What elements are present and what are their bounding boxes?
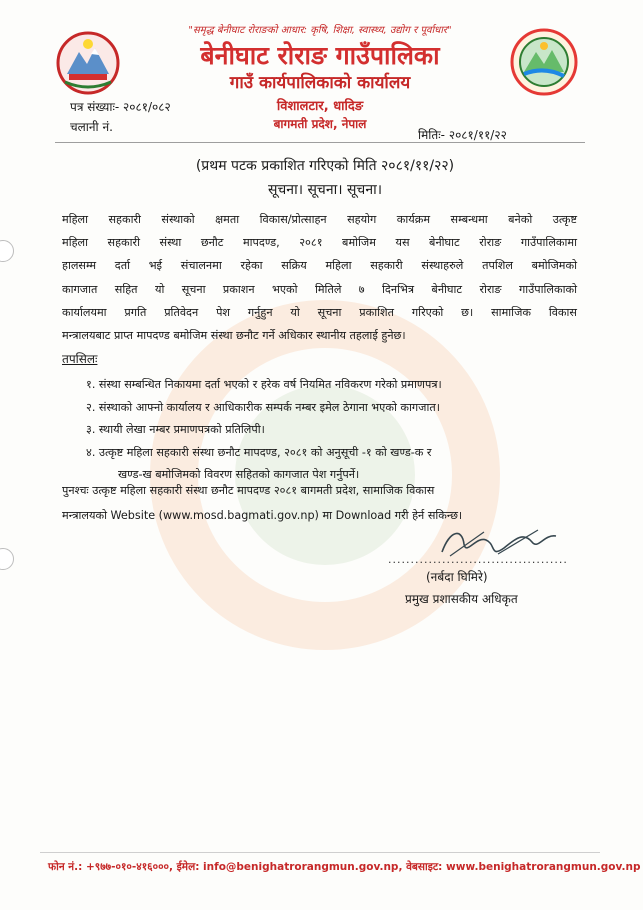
details-heading: तपसिलः (62, 352, 98, 366)
date-label: मितिः- (418, 128, 445, 142)
list-item: १. संस्था सम्बन्धित निकायमा दर्ता भएको र हरेक वर्ष नियमित नविकरण गरेको प्रमाणपत्र। (86, 378, 442, 391)
signatory-name: (नर्बदा घिमिरे) (426, 570, 488, 584)
signature-line: ........................................ (388, 553, 568, 566)
requirements-list (86, 374, 566, 487)
nepal-emblem-icon (55, 30, 121, 96)
binder-hole-bottom (0, 548, 14, 570)
binder-hole-top (0, 240, 14, 262)
reference-number (70, 98, 171, 115)
municipality-logo-icon (510, 28, 578, 96)
letterhead-motto: "समृद्ध बेनीघाट रोराङको आधार: कृषि, शिक्षा, स्वास्थ्य, उद्योग र पूर्वाधार" (188, 25, 452, 36)
office-address-line2: बागमती प्रदेश, नेपाल (273, 117, 367, 131)
list-item: २. संस्थाको आफ्नो कार्यालय र आधिकारीक सम्पर्क नम्बर इमेल ठेगाना भएको कागजात। (86, 400, 441, 414)
postscript (62, 478, 577, 528)
dispatch-number (70, 118, 113, 135)
body-line: मन्त्रालयबाट प्राप्त मापदण्ड बमोजिम संस्था छनौट गर्ने अधिकार स्थानीय तहलाई हुनेछ। (62, 328, 406, 342)
postscript-line: मन्त्रालयको Website (www.mosd.bagmati.gov.np) मा Download गरी हेर्न सकिन्छ। (62, 509, 463, 522)
postscript-line: पुनश्चः उत्कृष्ट महिला सहकारी संस्था छनौट मापदण्ड २०८१ बागमती प्रदेश, सामाजिक विकास (62, 484, 435, 497)
header-divider (55, 142, 585, 143)
body-line: कार्यालयमा प्रगति प्रतिवेदन पेश गर्नुहुन यो सूचना प्रकाशित गरिएको छ। सामाजिक विकास (62, 305, 577, 319)
letter-date (418, 126, 507, 143)
list-item: ३. स्थायी लेखा नम्बर प्रमाणपत्रको प्रतिलिपी। (86, 423, 265, 436)
first-published-date: (प्रथम पटक प्रकाशित गरिएको मिति २०८१/११/२२) (195, 158, 455, 174)
footer-contact: फोन नं.: +९७७-०१०-४१६०००, ईमेल: info@benighatrorangmun.gov.np, वेबसाइट: www.benighatrorangmun.gov.np (48, 861, 641, 873)
body-line: महिला सहकारी संस्था छनौट मापदण्ड, २०८१ बमोजिम यस बेनीघाट रोराङ गाउँपालिकामा (62, 236, 577, 250)
reference-label: पत्र संख्याः- (70, 100, 120, 114)
body-line: कागजात सहित यो सूचना प्रकाशन भएको मितिले ७ दिनभित्र बेनीघाट रोराङ गाउँपालिकाको (62, 282, 577, 296)
body-line: महिला सहकारी संस्थाको क्षमता विकास/प्रोत्साहन सहयोग कार्यक्रम सम्बन्धमा बनेको उत्कृष्ट (62, 213, 577, 226)
list-item: ४. उत्कृष्ट महिला सहकारी संस्था छनौट मापदण्ड, २०८१ को अनुसूची -१ को खण्ड-क र (86, 445, 432, 459)
reference-value: २०८१/०८२ (123, 100, 171, 114)
footer-divider (40, 852, 600, 853)
office-name: गाउँ कार्यपालिकाको कार्यालय (229, 73, 411, 93)
office-address-line1: विशालटार, धादिङ (276, 99, 364, 114)
body-line: हालसम्म दर्ता भई संचालनमा रहेका सक्रिय महिला सहकारी संस्थाहरुले तपशिल बमोजिमको (62, 259, 577, 273)
notice-body (62, 208, 577, 347)
date-value: २०८१/११/२२ (448, 128, 507, 142)
signatory-title: प्रमुख प्रशासकीय अधिकृत (405, 592, 518, 606)
notice-title: सूचना। सूचना। सूचना। (267, 182, 383, 198)
list-item-continuation: खण्ड-ख बमोजिमको विवरण सहितको कागजात पेश गर्नुपर्ने। (118, 468, 360, 481)
municipality-name: बेनीघाट रोराङ गाउँपालिका (200, 41, 440, 70)
dispatch-label: चलानी नं. (70, 120, 113, 134)
